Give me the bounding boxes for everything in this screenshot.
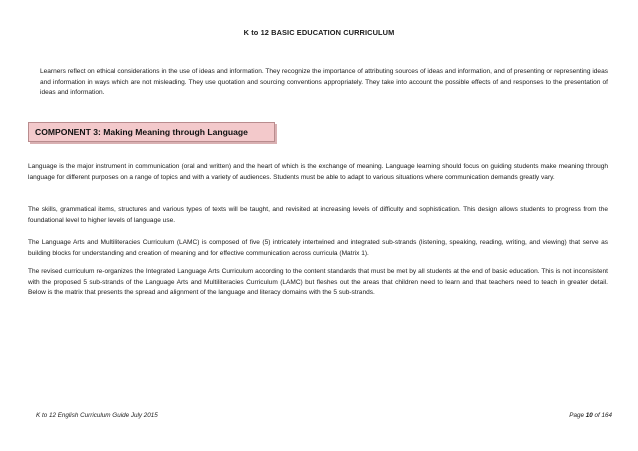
body-paragraph-1: Language is the major instrument in communication (oral and written) and the heart of which is the exchange of meaning. Language learning should focus on guiding students make meaning through language for different purposes on a range of topics and with a variety of audiences. Students must be able to adapt to various situations where communication demands greatly vary. bbox=[28, 163, 608, 181]
footer-page-suffix: of 164 bbox=[592, 412, 612, 419]
footer-page-indicator bbox=[569, 412, 612, 419]
footer-document-title: K to 12 English Curriculum Guide July 2015 bbox=[36, 412, 158, 419]
body-paragraph-4: The revised curriculum re-organizes the Integrated Language Arts Curriculum according to the content standards that must be met by all students at the end of basic education. This is not inconsistent with the proposed 5 sub-strands of the Language Arts and Multiliteracies Curriculum (LAMC) but fleshes out the areas that children need to learn and that teachers need to teach in greater detail. Below is the matrix that presents the spread and alignment of the language and literacy domains with the 5 sub-strands. bbox=[28, 268, 608, 297]
page-header-title: K to 12 BASIC EDUCATION CURRICULUM bbox=[243, 28, 395, 37]
component-heading-box bbox=[28, 122, 275, 142]
body-paragraph-2: The skills, grammatical items, structures and various types of texts will be taught, and revisited at increasing levels of difficulty and sophistication. This design allows students to progress from the foundational level to higher levels of language use. bbox=[28, 206, 608, 224]
footer-page-prefix: Page bbox=[569, 412, 586, 419]
intro-paragraph: Learners reflect on ethical considerations in the use of ideas and information. They recognize the importance of attributing sources of ideas and information, and of presenting or representing ideas and information in ways which are not misleading. They use quotation and sourcing conventions appropriately. They take into account the possible effects of and responses to the presentation of ideas and information. bbox=[40, 68, 608, 97]
component-heading-title: COMPONENT 3: Making Meaning through Language bbox=[35, 127, 248, 137]
body-paragraph-3: The Language Arts and Multiliteracies Curriculum (LAMC) is composed of five (5) intricately intertwined and integrated sub-strands (listening, speaking, reading, writing, and viewing) that serve as building blocks for understanding and creation of meaning and for effective communication across curricula (Matrix 1). bbox=[28, 239, 608, 257]
footer-page-number: 10 bbox=[585, 412, 593, 419]
